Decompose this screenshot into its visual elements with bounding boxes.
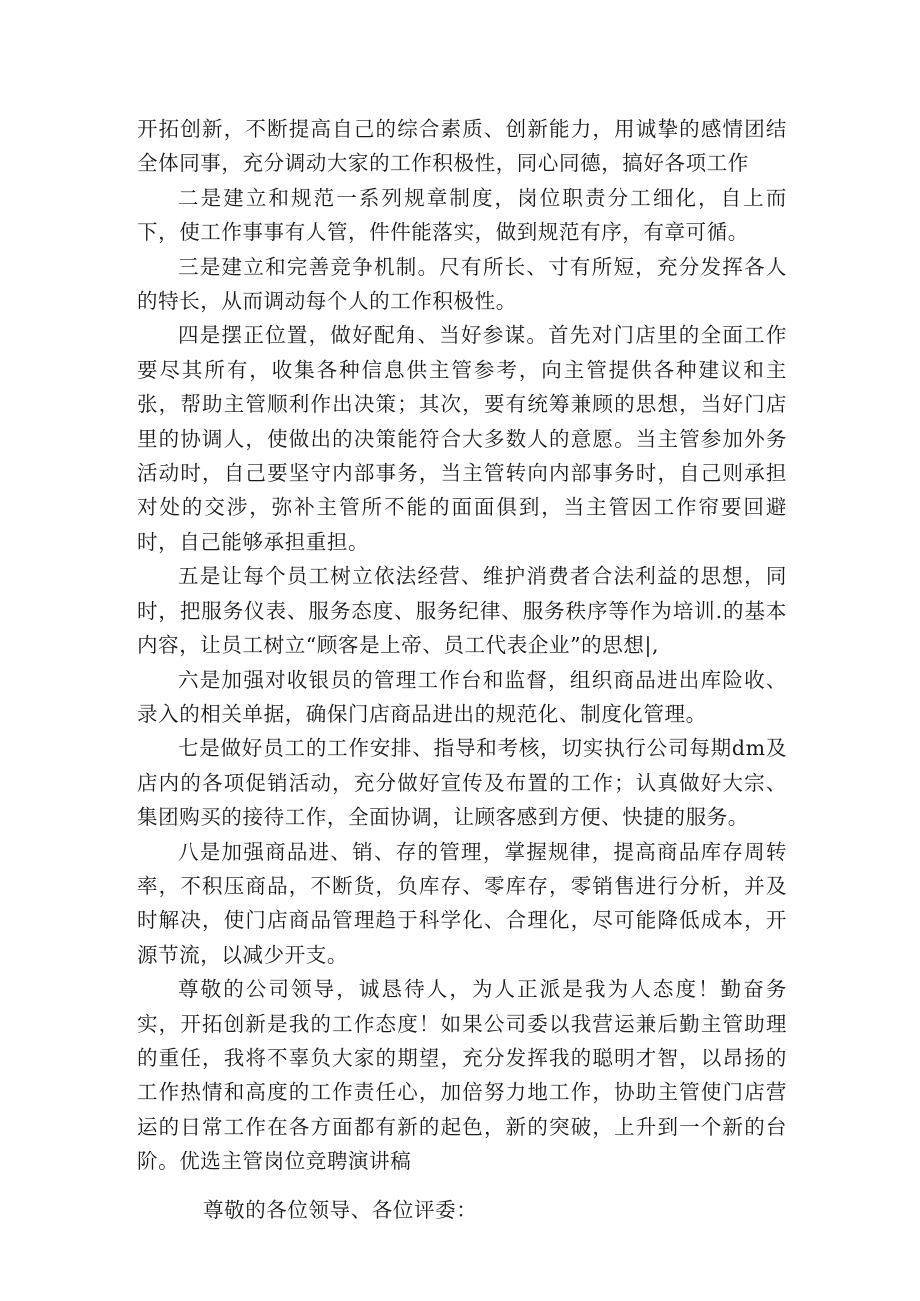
paragraph-position: 四是摆正位置，做好配角、当好参谋。首先对门店里的全面工作要尽其所有，收集各种信息供主管参考，向主管提供各种建议和主张，帮助主管顺利作出决策；其次，要有统筹兼顾的思想，当好门店里的协调人，使做出的决策能符合大多数人的意愿。当主管参加外务活动时，自己要坚守内部事务，当主管转向内部事务时，自己则承担对处的交涉，弥补主管所不能的面面俱到，当主管因工作帘要回避时，自己能够承担重担。 bbox=[137, 323, 787, 554]
paragraph-continuation: 开拓创新，不断提高自己的综合素质、创新能力，用诚挚的感情团结全体同事，充分调动大家的工作积极性，同心同德，搞好各项工作 bbox=[137, 117, 787, 176]
paragraph-closing: 尊敬的公司领导，诚恳待人，为人正派是我为人态度！勤奋务实，开拓创新是我的工作态度！如果公司委以我营运兼后勤主管助理的重任，我将不辜负大家的期望，充分发挥我的聪明才智，以昂扬的工作热情和高度的工作责任心，加倍努力地工作，协助主管使门店营运的日常工作在各方面都有新的起色，新的突破，上升到一个新的台阶。优选主管岗位竞聘演讲稿 bbox=[137, 977, 787, 1174]
document-body bbox=[137, 112, 787, 1227]
greeting-line: 尊敬的各位领导、各位评委： bbox=[203, 1197, 478, 1222]
paragraph-competition: 三是建立和完善竞争机制。尺有所长、寸有所短，充分发挥各人的特长，从而调动每个人的工作积极性。 bbox=[137, 254, 787, 314]
paragraph-cashier-management: 六是加强对收银员的管理工作台和监督，组织商品进出库险收、录入的相关单据，确保门店商品进出的规范化、制度化管理。 bbox=[137, 667, 787, 726]
paragraph-rules-system: 二是建立和规范一系列规章制度，岗位职责分工细化，自上而下，使工作事事有人管，件件能落实，做到规范有序，有章可循。 bbox=[137, 185, 787, 245]
paragraph-staff-training: 五是让每个员工树立依法经营、维护消费者合法利益的思想，同时，把服务仪表、服务态度、服务纪律、服务秩序等作为培训.的基本内容，让员工树立“顾客是上帝、员工代表企业”的思想|, bbox=[137, 564, 787, 658]
paragraph-inventory: 八是加强商品进、销、存的管理，掌握规律，提高商品库存周转率，不积压商品，不断货，负库存、零库存，零销售进行分析，并及时解决，使门店商品管理趋于科学化、合理化，尽可能降低成本，开源节流，以减少开支。 bbox=[137, 839, 787, 967]
paragraph-staff-arrangement: 七是做好员工的工作安排、指导和考核，切实执行公司每期dm及店内的各项促销活动，充分做好宣传及布置的工作；认真做好大宗、集团购买的接待工作，全面协调，让顾客感到方便、快捷的服务。 bbox=[137, 736, 787, 830]
